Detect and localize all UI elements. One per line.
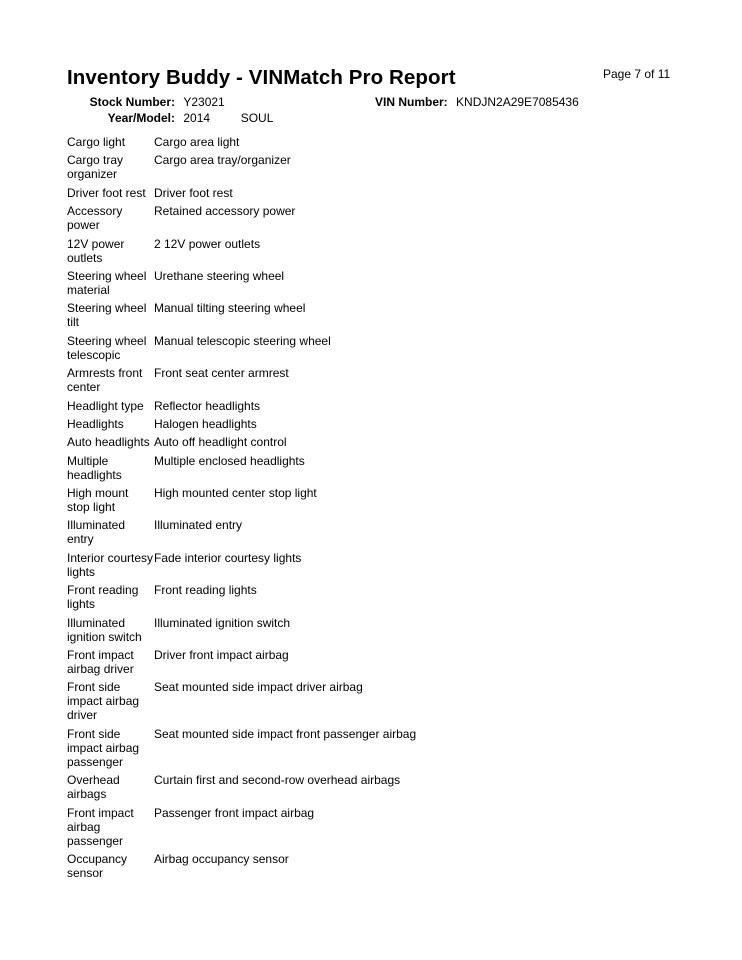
feature-name: Cargo tray organizer: [67, 153, 124, 182]
feature-description: Front reading lights: [154, 583, 257, 598]
feature-name: High mount stop light: [67, 486, 129, 515]
feature-row: [67, 153, 547, 185]
feature-description: Manual tilting steering wheel: [154, 301, 306, 316]
feature-name: Front side impact airbag driver: [67, 680, 140, 723]
feature-row: [67, 648, 547, 680]
feature-name: Steering wheel telescopic: [67, 333, 147, 362]
feature-description: Driver front impact airbag: [154, 648, 289, 663]
feature-description: Illuminated ignition switch: [154, 615, 291, 630]
year-model-label: Year/Model:: [107, 111, 175, 125]
feature-name: Headlights: [67, 416, 124, 431]
feature-name: Front impact airbag passenger: [67, 805, 134, 848]
feature-row: [67, 399, 547, 417]
feature-description: Multiple enclosed headlights: [154, 453, 305, 468]
feature-row: [67, 616, 547, 648]
feature-row: [67, 806, 547, 852]
feature-name: Front side impact airbag passenger: [67, 726, 140, 769]
feature-row: [67, 237, 547, 269]
feature-row: [67, 269, 547, 301]
feature-description: 2 12V power outlets: [154, 236, 261, 251]
feature-description: High mounted center stop light: [154, 486, 317, 501]
feature-description: Cargo area light: [154, 135, 240, 149]
feature-name: Interior courtesy lights: [67, 550, 154, 579]
stock-number-label: Stock Number:: [89, 95, 175, 109]
feature-name: Headlight type: [67, 398, 144, 413]
feature-row: [67, 486, 547, 518]
feature-row: [67, 680, 547, 726]
feature-row: [67, 551, 547, 583]
feature-name: Overhead airbags: [67, 773, 120, 802]
page-indicator: Page 7 of 11: [603, 67, 671, 81]
feature-name: Front impact airbag driver: [67, 648, 134, 677]
feature-name: Armrests front center: [67, 366, 143, 395]
feature-description: Seat mounted side impact driver airbag: [154, 680, 363, 695]
feature-row: [67, 301, 547, 333]
model-value: SOUL: [240, 111, 274, 125]
feature-name: Accessory power: [67, 204, 123, 233]
feature-description: Reflector headlights: [154, 398, 261, 413]
feature-row: [67, 366, 547, 398]
feature-name: Steering wheel material: [67, 268, 147, 297]
stock-number-value: Y23021: [183, 95, 225, 109]
feature-description: Curtain first and second-row overhead airbags: [154, 773, 401, 788]
feature-name: Cargo light: [67, 135, 126, 149]
feature-description: Auto off headlight control: [154, 435, 287, 450]
feature-description: Illuminated entry: [154, 518, 243, 533]
feature-description: Seat mounted side impact front passenger airbag: [154, 726, 417, 741]
feature-name: Driver foot rest: [67, 185, 146, 200]
vin-number-field: [375, 95, 579, 109]
feature-row: [67, 454, 547, 486]
feature-row: [67, 204, 547, 236]
feature-row: [67, 852, 547, 884]
stock-number-field: [67, 95, 225, 109]
feature-name: 12V power outlets: [67, 236, 125, 265]
feature-name: Steering wheel tilt: [67, 301, 147, 330]
vin-number-label: VIN Number:: [375, 95, 448, 109]
feature-description: Passenger front impact airbag: [154, 805, 315, 820]
feature-row: [67, 727, 547, 773]
feature-row: [67, 435, 547, 453]
year-value: 2014: [183, 111, 211, 125]
feature-row: [67, 583, 547, 615]
feature-description: Fade interior courtesy lights: [154, 550, 302, 565]
feature-row: [67, 773, 547, 805]
feature-row: [67, 417, 547, 435]
feature-description: Front seat center armrest: [154, 366, 289, 381]
feature-description: Airbag occupancy sensor: [154, 851, 289, 866]
feature-name: Illuminated entry: [67, 518, 126, 547]
feature-name: Multiple headlights: [67, 453, 122, 482]
feature-row: [67, 334, 547, 366]
feature-name: Illuminated ignition switch: [67, 615, 142, 644]
feature-description: Retained accessory power: [154, 204, 296, 219]
feature-description: Cargo area tray/organizer: [154, 153, 291, 168]
feature-row: [67, 135, 547, 153]
feature-row: [67, 518, 547, 550]
vin-number-value: KNDJN2A29E7085436: [456, 95, 579, 109]
feature-description: Halogen headlights: [154, 416, 257, 431]
report-title: Inventory Buddy - VINMatch Pro Report: [67, 66, 456, 89]
feature-description: Driver foot rest: [154, 185, 233, 200]
year-model-field: [67, 111, 273, 125]
feature-name: Occupancy sensor: [67, 851, 128, 880]
feature-name: Auto headlights: [67, 435, 150, 450]
feature-description: Urethane steering wheel: [154, 268, 285, 283]
feature-description: Manual telescopic steering wheel: [154, 333, 331, 348]
feature-name: Front reading lights: [67, 583, 139, 612]
feature-list: [67, 135, 547, 884]
feature-row: [67, 186, 547, 204]
